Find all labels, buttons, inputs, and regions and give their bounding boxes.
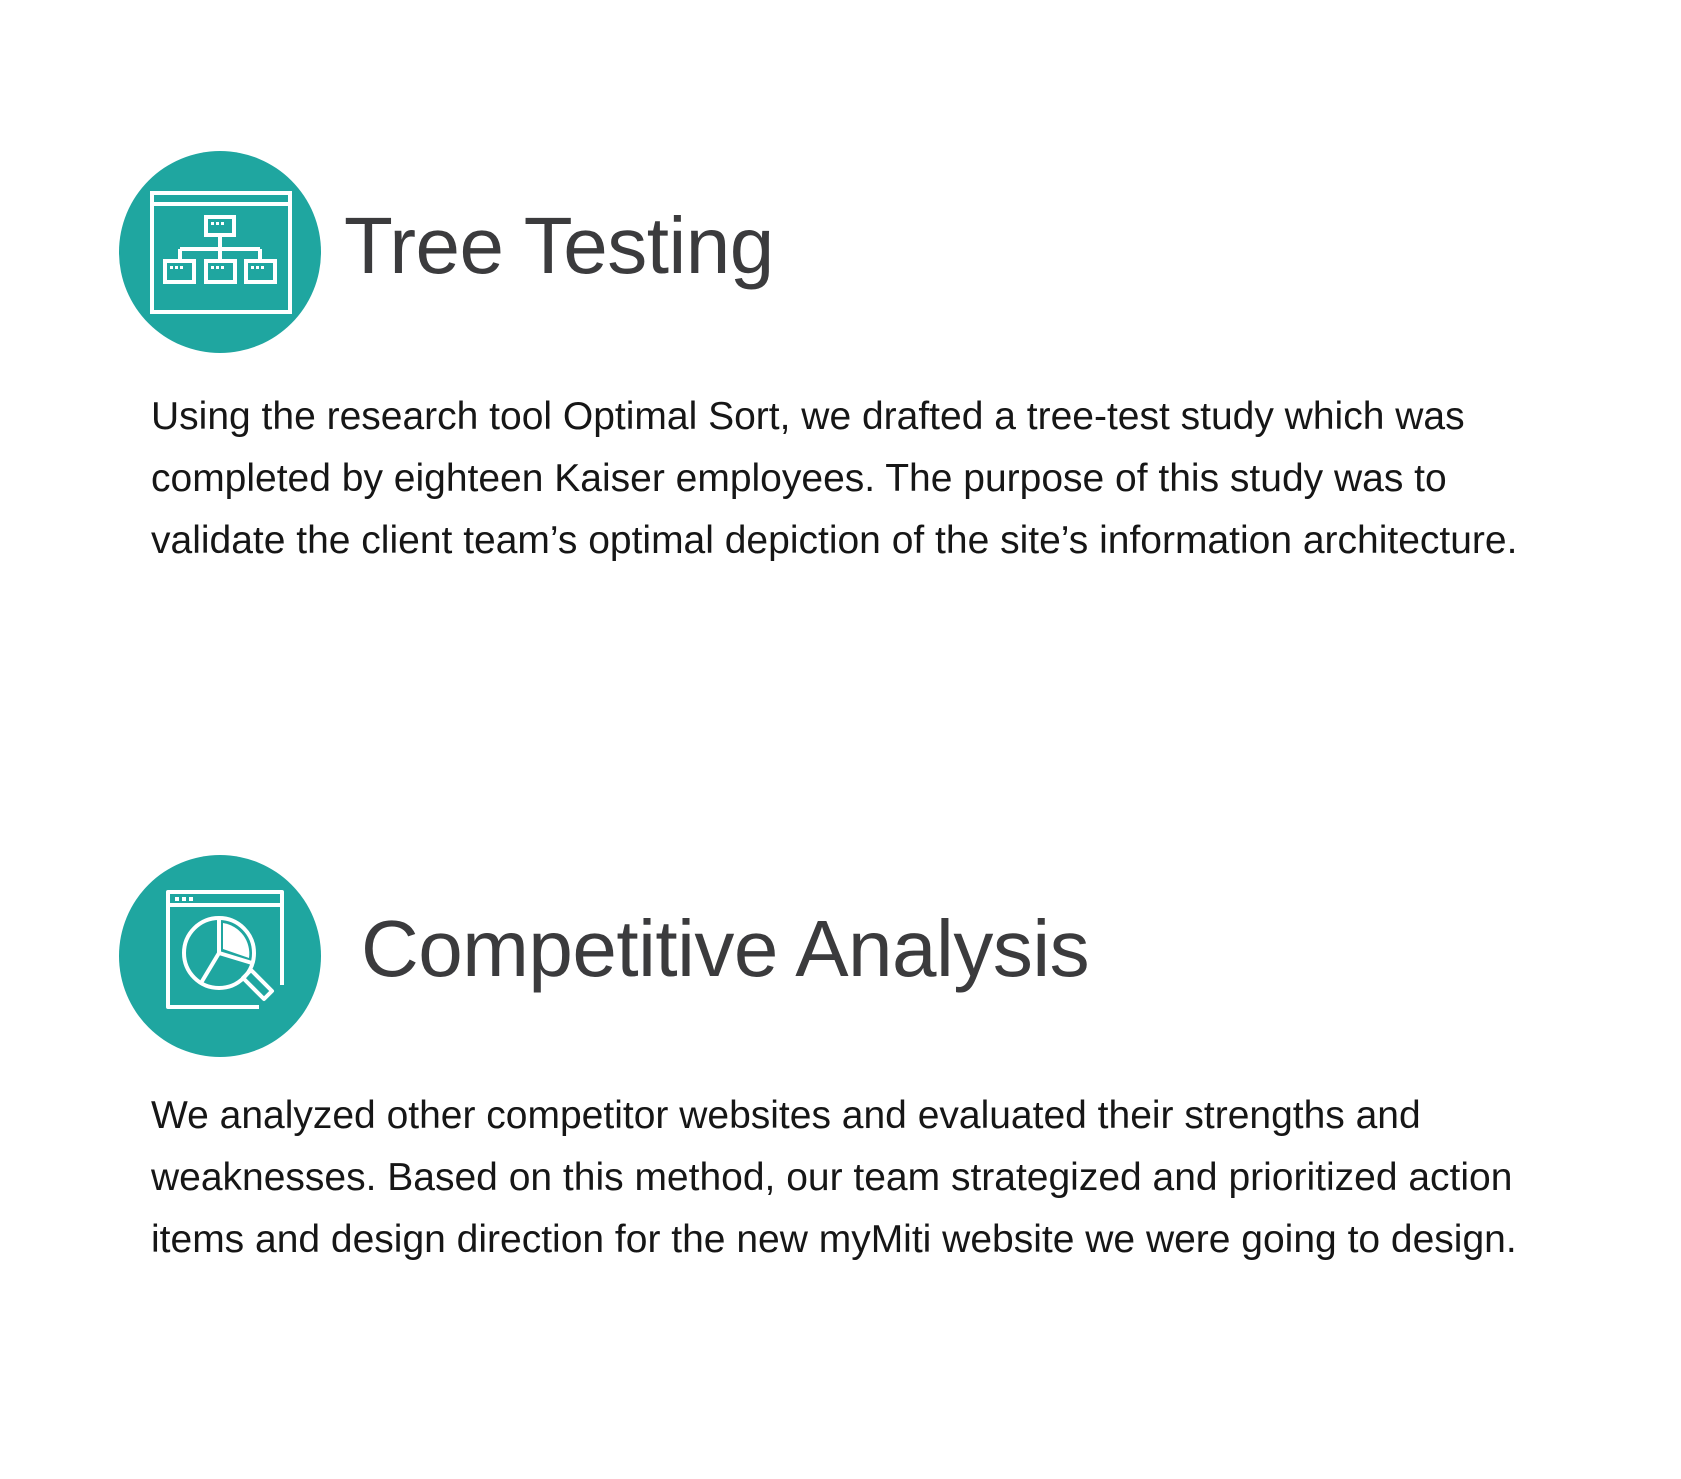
pie-chart-magnifier-window-icon [119, 855, 321, 1057]
section-title: Competitive Analysis [361, 904, 1090, 993]
section-description: Using the research tool Optimal Sort, we drafted a tree-test study which was completed by eighteen Kaiser employees. The purpose of this study was to validate the client team’s optimal depiction of the site’s information architecture. [151, 395, 1518, 562]
section-description: We analyzed other competitor websites and evaluated their strengths and weaknesses. Based on this method, our team strategized and prioritized action items and design direction for the new myMiti website we were going to design. [151, 1094, 1517, 1261]
sitemap-window-icon [119, 151, 321, 353]
section-title: Tree Testing [344, 201, 774, 290]
